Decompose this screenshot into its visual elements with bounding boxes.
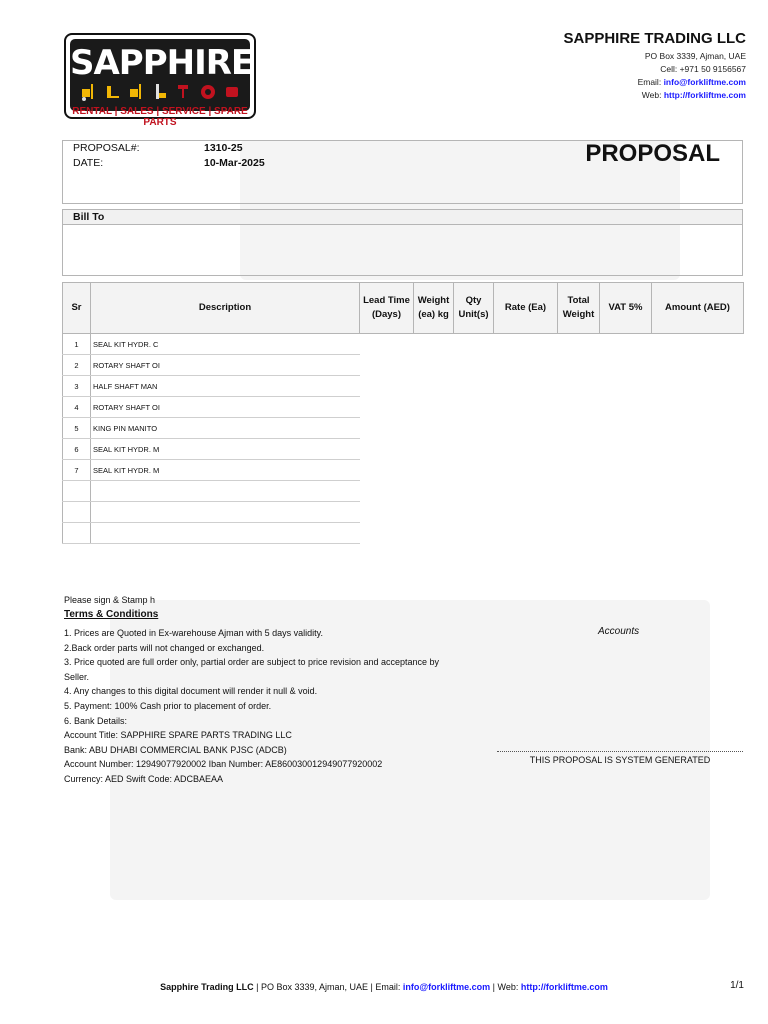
- row-empty-cells: [360, 355, 744, 376]
- row-description: [91, 397, 360, 418]
- terms-line: 4. Any changes to this digital document will render it null & void.: [64, 686, 318, 697]
- terms-title: Terms & Conditions: [64, 609, 159, 620]
- row-sr: 7: [63, 460, 91, 481]
- forklift-icon: [80, 83, 96, 101]
- row-sr: 6: [63, 439, 91, 460]
- row-sr: 1: [63, 334, 91, 355]
- proposal-number-label: PROPOSAL#:: [73, 142, 140, 154]
- table-row: [63, 481, 744, 502]
- row-description: [91, 502, 360, 523]
- column-header: Total Weight: [558, 283, 600, 334]
- page-footer: [0, 982, 768, 992]
- terms-list: [64, 626, 439, 787]
- terms-line: Bank: ABU DHABI COMMERCIAL BANK PJSC (ADCB): [64, 744, 287, 755]
- company-web-line: [642, 90, 746, 100]
- row-sr: 2: [63, 355, 91, 376]
- table-row: [63, 376, 744, 397]
- system-generated-note: THIS PROPOSAL IS SYSTEM GENERATED: [529, 755, 711, 765]
- row-sr: [63, 481, 91, 502]
- row-description: [91, 523, 360, 544]
- row-description: [91, 376, 360, 397]
- row-sr: [63, 502, 91, 523]
- company-address: PO Box 3339, Ajman, UAE: [644, 51, 746, 61]
- company-email-line: [638, 77, 746, 87]
- proposal-number: 1310-25: [204, 142, 243, 154]
- row-empty-cells: [360, 481, 744, 502]
- forklift-icon: [128, 83, 144, 101]
- signature-line: [497, 751, 743, 752]
- row-description-text: ROTARY SHAFT OI: [93, 402, 160, 412]
- terms-line: Currency: AED Swift Code: ADCBAEAA: [64, 773, 224, 784]
- items-table: [62, 282, 744, 544]
- proposal-date: 10-Mar-2025: [204, 157, 265, 169]
- date-label: DATE:: [73, 157, 104, 169]
- page-number: 1/1: [730, 980, 744, 991]
- column-header: Description: [91, 283, 360, 334]
- column-header: Sr: [63, 283, 91, 334]
- table-header-row: [63, 283, 744, 334]
- row-sr: 3: [63, 376, 91, 397]
- row-sr: [63, 523, 91, 544]
- terms-line: Seller.: [64, 671, 90, 682]
- terms-line: Account Title: SAPPHIRE SPARE PARTS TRADING LLC: [64, 730, 292, 741]
- row-empty-cells: [360, 418, 744, 439]
- terms-line: 6. Bank Details:: [64, 715, 128, 726]
- row-description: [91, 481, 360, 502]
- column-header: Weight (ea) kg: [414, 283, 454, 334]
- table-row: [63, 397, 744, 418]
- row-empty-cells: [360, 523, 744, 544]
- accounts-label: Accounts: [598, 626, 640, 637]
- logo-wordmark: SAPPHIRE: [70, 43, 254, 83]
- column-header: Lead Time (Days): [360, 283, 414, 334]
- row-description: [91, 439, 360, 460]
- footer-web-link[interactable]: http://forkliftme.com: [520, 982, 608, 992]
- web-label: Web:: [641, 90, 662, 100]
- table-row: [63, 355, 744, 376]
- terms-line: 1. Prices are Quoted in Ex-warehouse Ajman with 5 days validity.: [64, 628, 323, 638]
- pallet-truck-icon: [104, 83, 120, 101]
- document-title: PROPOSAL: [585, 140, 720, 167]
- row-description: [91, 334, 360, 355]
- terms-line: 5. Payment: 100% Cash prior to placement of order.: [64, 700, 272, 711]
- row-empty-cells: [360, 376, 744, 397]
- footer-email-link[interactable]: info@forkliftme.com: [402, 982, 491, 992]
- table-row: [63, 418, 744, 439]
- row-sr: 5: [63, 418, 91, 439]
- logo-equipment-icons: [76, 83, 244, 103]
- row-empty-cells: [360, 334, 744, 355]
- table-row: [63, 502, 744, 523]
- footer-company: Sapphire Trading LLC: [160, 982, 254, 992]
- row-description-text: KING PIN MANITO: [93, 423, 158, 433]
- table-row: [63, 523, 744, 544]
- row-empty-cells: [360, 502, 744, 523]
- sign-note: Please sign & Stamp h: [64, 595, 156, 605]
- footer-web-label: | Web:: [490, 982, 521, 992]
- tire-icon: [200, 83, 216, 101]
- row-description-text: SEAL KIT HYDR. M: [93, 465, 160, 475]
- row-description-text: SEAL KIT HYDR. C: [93, 339, 159, 349]
- table-row: [63, 439, 744, 460]
- table-row: [63, 334, 744, 355]
- column-header: Qty Unit(s): [454, 283, 494, 334]
- column-header: Rate (Ea): [494, 283, 558, 334]
- row-description: [91, 355, 360, 376]
- company-web-link[interactable]: http://forkliftme.com: [663, 90, 746, 100]
- row-description: [91, 460, 360, 481]
- row-empty-cells: [360, 397, 744, 418]
- row-description-text: SEAL KIT HYDR. M: [93, 444, 160, 454]
- row-description: [91, 418, 360, 439]
- row-empty-cells: [360, 439, 744, 460]
- terms-line: 2.Back order parts will not changed or exchanged.: [64, 642, 265, 653]
- row-description-text: ROTARY SHAFT OI: [93, 360, 160, 370]
- stacker-icon: [152, 83, 168, 101]
- company-logo: [64, 33, 256, 128]
- terms-line: 3. Price quoted are full order only, partial order are subject to price revision and acceptance by: [64, 657, 440, 668]
- footer-address: | PO Box 3339, Ajman, UAE | Email:: [253, 982, 403, 992]
- company-email-link[interactable]: info@forkliftme.com: [663, 77, 746, 87]
- company-name: SAPPHIRE TRADING LLC: [563, 30, 746, 47]
- row-empty-cells: [360, 460, 744, 481]
- company-cell: Cell: +971 50 9156567: [660, 64, 746, 74]
- bill-to-body: [62, 225, 743, 276]
- table-body: [63, 334, 744, 544]
- parts-icon: [224, 83, 240, 101]
- table-row: [63, 460, 744, 481]
- row-sr: 4: [63, 397, 91, 418]
- column-header: VAT 5%: [600, 283, 652, 334]
- bill-to-header: Bill To: [62, 209, 743, 225]
- logo-tagline: RENTAL | SALES | SERVICE | SPARE PARTS: [72, 106, 248, 128]
- column-header: Amount (AED): [652, 283, 744, 334]
- row-description-text: HALF SHAFT MAN: [93, 381, 158, 391]
- email-label: Email:: [637, 77, 662, 87]
- terms-line: Account Number: 12949077920002 Iban Number: AE860030012949077920002: [64, 759, 383, 770]
- lift-icon: [176, 83, 192, 101]
